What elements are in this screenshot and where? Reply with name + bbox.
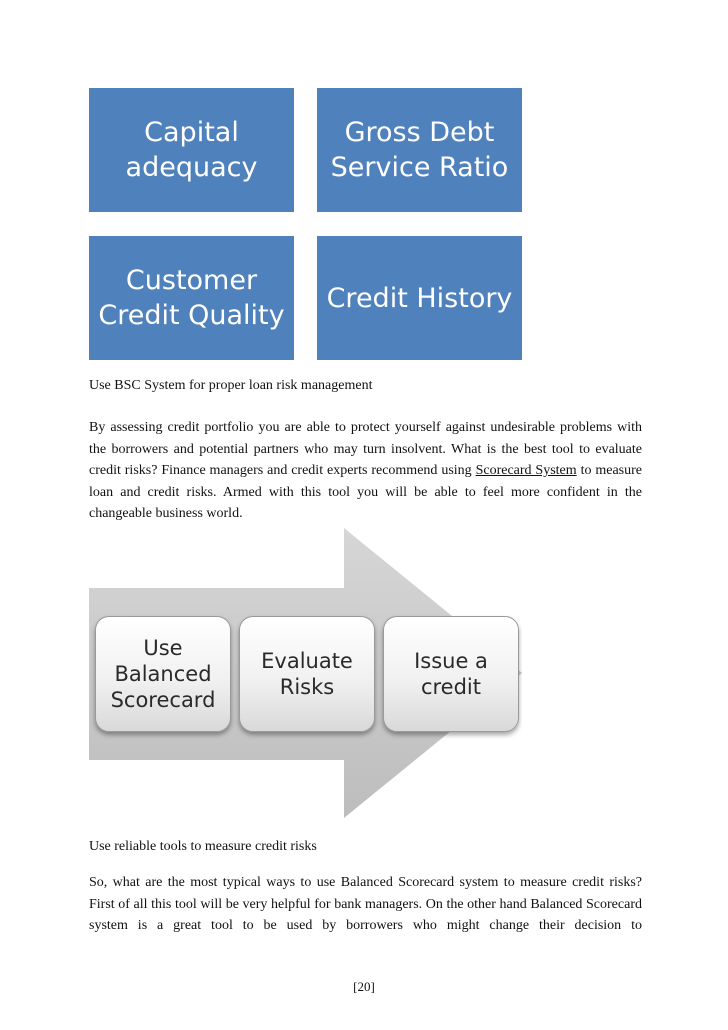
credit-factors-figure xyxy=(89,88,522,360)
scorecard-system-link[interactable]: Scorecard System xyxy=(475,463,577,478)
page-number: [20] xyxy=(353,979,375,994)
step-evaluate-risks: Evaluate Risks xyxy=(239,616,375,732)
tile-credit-history: Credit History xyxy=(317,236,522,360)
step-issue-a-credit: Issue a credit xyxy=(383,616,519,732)
figure-caption-2: Use reliable tools to measure credit risks xyxy=(89,839,317,854)
body-paragraph-1 xyxy=(89,417,642,525)
tile-customer-credit-quality: Customer Credit Quality xyxy=(89,236,294,360)
process-arrow-figure xyxy=(89,528,522,818)
tile-capital-adequacy: Capital adequacy xyxy=(89,88,294,212)
figure-caption-1: Use BSC System for proper loan risk management xyxy=(89,378,373,393)
step-use-balanced-scorecard: Use Balanced Scorecard xyxy=(95,616,231,732)
tile-gross-debt-service-ratio: Gross Debt Service Ratio xyxy=(317,88,522,212)
body-paragraph-2: So, what are the most typical ways to use Balanced Scorecard system to measure credit risks? First of all this tool will be very helpful for bank managers. On the other hand Balanced Scorecard system is a great tool to be used by borrowers who might change their decision to xyxy=(89,875,642,933)
paragraph-text-after: to measure loan and credit risks. Armed with this tool you will be able to feel more confident in the changeable business world. xyxy=(89,463,643,521)
paragraph-text-before: By assessing credit portfolio you are able to protect yourself against undesirable problems with the borrowers and potential partners who may turn insolvent. What is the best tool to evaluate credit risks? Finance managers and credit experts recommend using xyxy=(89,420,642,478)
